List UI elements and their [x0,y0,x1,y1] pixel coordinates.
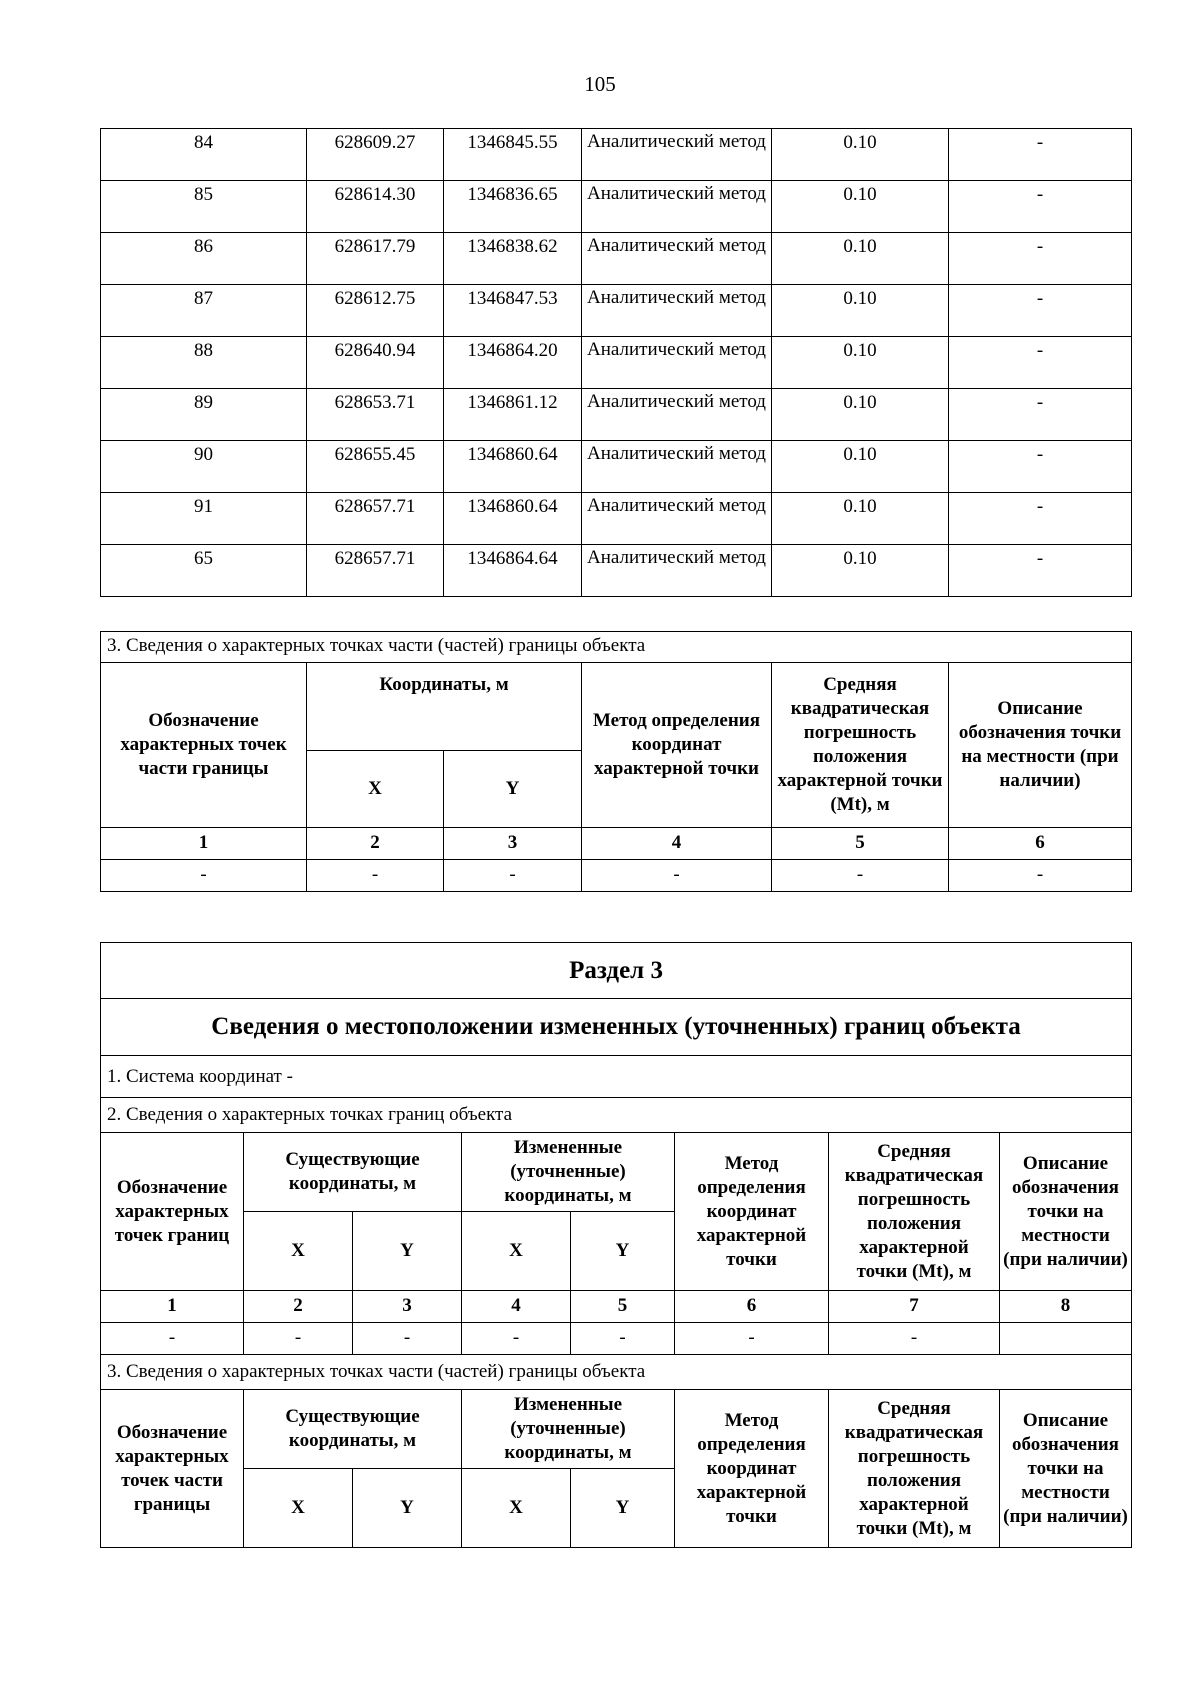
point-number: 86 [101,233,307,285]
column-number: 7 [829,1291,1000,1323]
point-number: 84 [101,129,307,181]
table-cell: - [571,1323,675,1355]
coordinate-y: 1346864.20 [444,337,582,389]
coordinate-x: 628653.71 [307,389,444,441]
description: - [949,441,1132,493]
description: - [949,493,1132,545]
section3-table [100,942,1132,1548]
header-mt: Средняя квадратическая погрешность положения характерной точки (Mt), м [772,663,949,828]
header-x: X [307,751,444,828]
table-row [101,860,1132,892]
column-number: 8 [1000,1291,1132,1323]
header-existing-x: X [244,1212,353,1291]
header-existing-x: X [244,1469,353,1548]
column-number: 3 [444,828,582,860]
column-number: 4 [462,1291,571,1323]
header-designation: Обозначение характерных точек части границы [101,1390,244,1548]
table-cell: - [353,1323,462,1355]
page-number: 105 [584,72,616,96]
header-description: Описание обозначения точки на местности (при наличии) [1000,1390,1132,1548]
method: Аналитический метод [582,285,772,337]
mt-value: 0.10 [772,181,949,233]
table-row [101,233,1132,285]
header-description: Описание обозначения точки на местности (при наличии) [949,663,1132,828]
point-number: 91 [101,493,307,545]
header-existing-coordinates: Существующие координаты, м [244,1390,462,1469]
table-cell: - [444,860,582,892]
coordinate-x: 628657.71 [307,493,444,545]
column-number: 6 [675,1291,829,1323]
part-points-caption: 3. Сведения о характерных точках части (частей) границы объекта [101,1355,1132,1390]
header-existing-y: Y [353,1212,462,1291]
header-changed-x: X [462,1469,571,1548]
table-cell: - [462,1323,571,1355]
table-row [101,285,1132,337]
column-number: 3 [353,1291,462,1323]
description: - [949,285,1132,337]
part-table-caption: 3. Сведения о характерных точках части (частей) границы объекта [101,632,1132,663]
header-y: Y [444,751,582,828]
method: Аналитический метод [582,441,772,493]
header-changed-coordinates: Измененные (уточненные) координаты, м [462,1133,675,1212]
column-number: 1 [101,828,307,860]
description: - [949,129,1132,181]
description: - [949,545,1132,597]
point-number: 90 [101,441,307,493]
column-number: 2 [307,828,444,860]
table-row [101,545,1132,597]
table-cell: - [244,1323,353,1355]
column-number: 6 [949,828,1132,860]
points-caption: 2. Сведения о характерных точках границ объекта [101,1098,1132,1133]
table-row [101,441,1132,493]
description: - [949,181,1132,233]
table-row [101,129,1132,181]
table-row [101,181,1132,233]
table-cell: - [675,1323,829,1355]
coordinate-x: 628612.75 [307,285,444,337]
coordinate-y: 1346860.64 [444,441,582,493]
method: Аналитический метод [582,545,772,597]
description: - [949,389,1132,441]
table-cell: - [307,860,444,892]
coordinate-y: 1346845.55 [444,129,582,181]
mt-value: 0.10 [772,129,949,181]
mt-value: 0.10 [772,337,949,389]
mt-value: 0.10 [772,233,949,285]
mt-value: 0.10 [772,493,949,545]
mt-value: 0.10 [772,389,949,441]
column-number: 5 [571,1291,675,1323]
table-cell: - [582,860,772,892]
part-boundary-points-table [100,631,1132,892]
header-changed-y: Y [571,1469,675,1548]
coordinate-y: 1346864.64 [444,545,582,597]
description: - [949,233,1132,285]
points-coordinates-table [100,128,1132,597]
point-number: 89 [101,389,307,441]
coordinate-y: 1346861.12 [444,389,582,441]
table-row [101,389,1132,441]
description: - [949,337,1132,389]
point-number: 88 [101,337,307,389]
method: Аналитический метод [582,389,772,441]
point-number: 87 [101,285,307,337]
mt-value: 0.10 [772,441,949,493]
method: Аналитический метод [582,129,772,181]
coordinate-system: 1. Система координат - [101,1056,1132,1098]
header-method: Метод определения координат характерной точки [675,1390,829,1548]
column-number: 1 [101,1291,244,1323]
section-subtitle: Сведения о местоположении измененных (уточненных) границ объекта [101,999,1132,1056]
coordinate-y: 1346836.65 [444,181,582,233]
point-number: 65 [101,545,307,597]
coordinate-x: 628655.45 [307,441,444,493]
header-mt: Средняя квадратическая погрешность положения характерной точки (Mt), м [829,1390,1000,1548]
header-method: Метод определения координат характерной точки [582,663,772,828]
coordinate-x: 628609.27 [307,129,444,181]
method: Аналитический метод [582,493,772,545]
header-changed-y: Y [571,1212,675,1291]
header-changed-x: X [462,1212,571,1291]
table-cell: - [101,860,307,892]
mt-value: 0.10 [772,545,949,597]
coordinate-x: 628640.94 [307,337,444,389]
header-designation: Обозначение характерных точек границ [101,1133,244,1291]
table-cell: - [772,860,949,892]
column-numbers-row [101,1291,1132,1323]
coordinate-x: 628614.30 [307,181,444,233]
header-mt: Средняя квадратическая погрешность положения характерной точки (Mt), м [829,1133,1000,1291]
header-existing-y: Y [353,1469,462,1548]
header-designation: Обозначение характерных точек части границы [101,663,307,828]
column-number: 2 [244,1291,353,1323]
coordinate-y: 1346860.64 [444,493,582,545]
column-number: 5 [772,828,949,860]
table-cell: - [101,1323,244,1355]
coordinate-x: 628617.79 [307,233,444,285]
method: Аналитический метод [582,181,772,233]
table-cell: - [829,1323,1000,1355]
header-changed-coordinates: Измененные (уточненные) координаты, м [462,1390,675,1469]
header-coordinates: Координаты, м [307,663,582,751]
mt-value: 0.10 [772,285,949,337]
column-number: 4 [582,828,772,860]
table-row [101,337,1132,389]
table-cell [1000,1323,1132,1355]
method: Аналитический метод [582,337,772,389]
header-method: Метод определения координат характерной точки [675,1133,829,1291]
section-title: Раздел 3 [101,943,1132,999]
table-cell: - [949,860,1132,892]
coordinate-x: 628657.71 [307,545,444,597]
header-description: Описание обозначения точки на местности (при наличии) [1000,1133,1132,1291]
coordinate-y: 1346838.62 [444,233,582,285]
column-numbers-row [101,828,1132,860]
point-number: 85 [101,181,307,233]
table-row [101,493,1132,545]
header-existing-coordinates: Существующие координаты, м [244,1133,462,1212]
table-row [101,1323,1132,1355]
method: Аналитический метод [582,233,772,285]
coordinate-y: 1346847.53 [444,285,582,337]
